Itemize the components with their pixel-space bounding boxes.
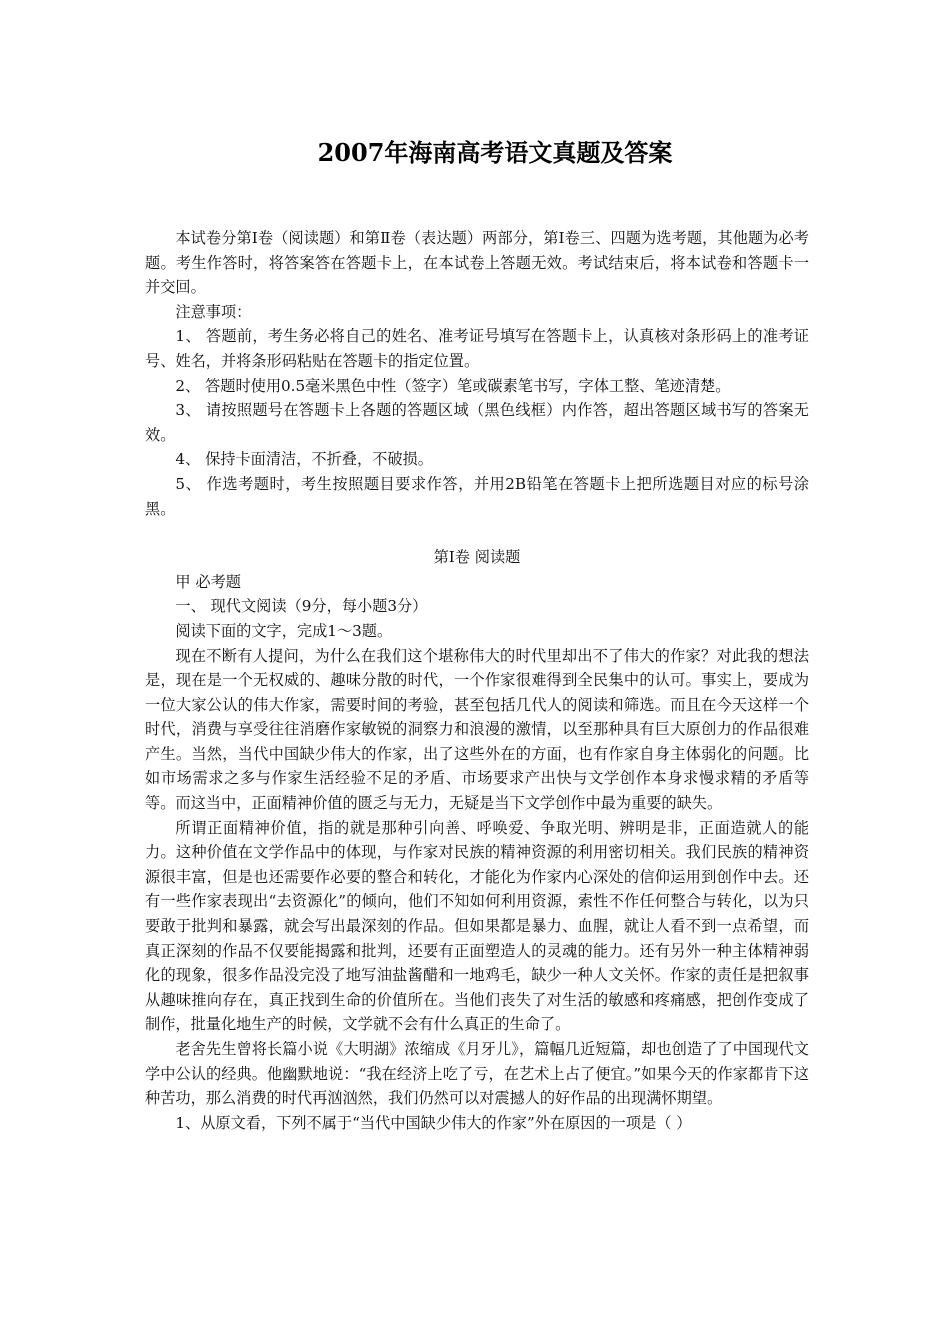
note-item: 5、 作选考题时，考生按照题目要求作答，并用2B铅笔在答题卡上把所选题目对应的标号涂黑。	[145, 474, 809, 518]
note-item: 3、 请按照题号在答题卡上各题的答题区域（黑色线框）内作答，超出答题区域书写的答案无效。	[145, 401, 809, 444]
note-item: 2、 答题时使用0.5毫米黑色中性（签字）笔或碳素笔书写，字体工整、笔迹清楚。	[175, 376, 731, 395]
subsection-heading: 甲 必考题	[175, 572, 241, 591]
section-title: 第Ⅰ卷 阅读题	[433, 548, 521, 567]
notes-heading: 注意事项：	[175, 302, 252, 321]
part-heading: 一、 现代文阅读（9分，每小题3分）	[175, 597, 428, 616]
note-item: 1、 答题前，考生务必将自己的姓名、准考证号填写在答题卡上，认真核对条形码上的准考证号、姓名，并将条形码粘贴在答题卡的指定位置。	[145, 327, 809, 370]
passage-paragraph: 老舍先生曾将长篇小说《大明湖》浓缩成《月牙儿》，篇幅几近短篇，却也创造了了中国现代文学中公认的经典。他幽默地说：“我在经济上吃了亏，在艺术上占了便宜。”如果今天的作家都肯下这种苦功，那么消费的时代再汹汹然，我们仍然可以对震撼人的好作品的出现满怀期望。	[145, 1040, 809, 1108]
note-item: 4、 保持卡面清洁，不折叠，不破损。	[175, 450, 433, 469]
document-body	[145, 226, 809, 1135]
question-1: 1、从原文看，下列不属于“当代中国缺少伟大的作家”外在原因的一项是（ ）	[175, 1113, 692, 1132]
passage-paragraph: 现在不断有人提问，为什么在我们这个堪称伟大的时代里却出不了伟大的作家？对此我的想法是，现在是一个无权威的、趣味分散的时代，一个作家很难得到全民集中的认可。事实上，要成为一位大家公认的伟大作家，需要时间的考验，甚至包括几代人的阅读和筛选。而且在今天这样一个时代，消费与享受往往消磨作家敏锐的洞察力和浪漫的激情，以至那种具有巨大原创力的作品很难产生。当然，当代中国缺少伟大的作家，出了这些外在的方面，也有作家自身主体弱化的问题。比如市场需求之多与作家生活经验不足的矛盾、市场要求产出快与文学创作本身求慢求精的矛盾等等。而这当中，正面精神价值的匮乏与无力，无疑是当下文学创作中最为重要的缺失。	[145, 646, 809, 813]
reading-instruction: 阅读下面的文字，完成1～3题。	[175, 621, 393, 640]
intro-paragraph: 本试卷分第Ⅰ卷（阅读题）和第Ⅱ卷（表达题）两部分，第Ⅰ卷三、四题为选考题，其他题为必考题。考生作答时，将答案答在答题卡上，在本试卷上答题无效。考试结束后，将本试卷和答题卡一并交回。	[145, 229, 809, 297]
passage-paragraph: 所谓正面精神价值，指的就是那种引向善、呼唤爱、争取光明、辨明是非，正面造就人的能力。这种价值在文学作品中的体现，与作家对民族的精神资源的利用密切相关。我们民族的精神资源很丰富，但是也还需要作必要的整合和转化，才能化为作家内心深处的信仰运用到创作中去。还有一些作家表现出“去资源化”的倾向，他们不知如何利用资源，索性不作任何整合与转化，以为只要敢于批判和暴露，就会写出最深刻的作品。但如果都是暴力、血腥，就让人看不到一点希望，而真正深刻的作品不仅要能揭露和批判，还要有正面塑造人的灵魂的能力。还有另外一种主体精神弱化的现象，很多作品没完没了地写油盐酱醋和一地鸡毛，缺少一种人文关怀。作家的责任是把叙事从趣味推向存在，真正找到生命的价值所在。当他们丧失了对生活的敏感和疼痛感，把创作变成了制作，批量化地生产的时候，文学就不会有什么真正的生命了。	[145, 818, 809, 1034]
page-title: 2007年海南高考语文真题及答案	[317, 138, 673, 167]
